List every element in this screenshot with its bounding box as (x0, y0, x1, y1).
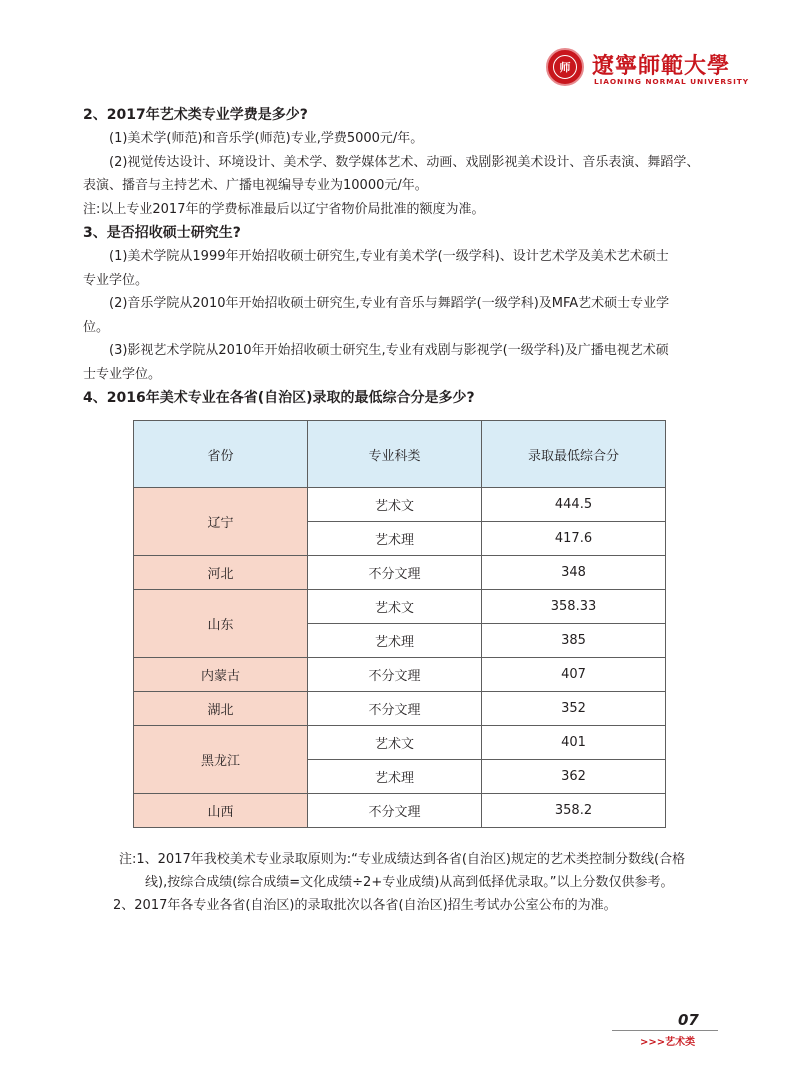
note-1 (83, 848, 723, 894)
page-number: 07 (678, 1011, 699, 1029)
q2-item-2-cont: 表演、播音与主持艺术、广播电视编导专业为10000元/年。 (83, 178, 428, 193)
university-logo (540, 44, 749, 94)
score-cell: 358.33 (482, 590, 666, 624)
note-1-line-2: 线),按综合成绩(综合成绩=文化成绩÷2+专业成绩)从高到低择优录取。”以上分数仅供参考。 (145, 875, 674, 890)
footer-divider (612, 1030, 718, 1031)
question-3-title: 3、是否招收硕士研究生? (83, 225, 241, 241)
section-tag: >>>艺术类 (640, 1037, 696, 1048)
score-cell: 401 (482, 726, 666, 760)
score-cell: 358.2 (482, 794, 666, 828)
table-header-row (134, 421, 666, 488)
q3-item-1-cont: 专业学位。 (83, 272, 149, 288)
score-cell: 444.5 (482, 488, 666, 522)
header-category: 专业科类 (308, 421, 482, 488)
score-cell: 348 (482, 556, 666, 590)
q3-item-2: (2)音乐学院从2010年开始招收硕士研究生,专业有音乐与舞蹈学(一级学科)及MFA艺术硕士专业学 (109, 296, 670, 311)
table-row (134, 794, 666, 828)
table-row (134, 556, 666, 590)
category-cell: 艺术理 (308, 522, 482, 556)
category-cell: 艺术文 (308, 726, 482, 760)
score-cell: 362 (482, 760, 666, 794)
table-row (134, 658, 666, 692)
university-seal (546, 48, 584, 86)
table-row (134, 590, 666, 624)
note-1-line-1: 注:1、2017年我校美术专业录取原则为:“专业成绩达到各省(自治区)规定的艺术类控制分数线(合格 (119, 852, 686, 867)
q2-item-1: (1)美术学(师范)和音乐学(师范)专业,学费5000元/年。 (109, 131, 424, 146)
category-cell: 不分文理 (308, 692, 482, 726)
q2-item-2: (2)视觉传达设计、环境设计、美术学、数学媒体艺术、动画、戏剧影视美术设计、音乐表演、舞蹈学、 (109, 154, 700, 170)
category-cell: 艺术理 (308, 624, 482, 658)
category-cell: 不分文理 (308, 556, 482, 590)
score-cell: 407 (482, 658, 666, 692)
note-2: 2、2017年各专业各省(自治区)的录取批次以各省(自治区)招生考试办公室公布的为准。 (113, 898, 617, 913)
q2-note: 注:以上专业2017年的学费标准最后以辽宁省物价局批准的额度为准。 (83, 201, 485, 217)
q3-item-1: (1)美术学院从1999年开始招收硕士研究生,专业有美术学(一级学科)、设计艺术学及美术艺术硕士 (109, 249, 669, 264)
province-cell: 黑龙江 (134, 726, 308, 794)
province-cell: 湖北 (134, 692, 308, 726)
table-row (134, 692, 666, 726)
score-cell: 417.6 (482, 522, 666, 556)
q3-item-2-cont: 位。 (83, 319, 110, 335)
table-notes (83, 848, 723, 917)
logo-chinese-name: 遼寧師範大學 (592, 53, 731, 79)
seal-emblem: 师 (553, 55, 577, 79)
category-cell: 艺术理 (308, 760, 482, 794)
province-cell: 河北 (134, 556, 308, 590)
question-2-title: 2、2017年艺术类专业学费是多少? (83, 107, 308, 123)
category-cell: 不分文理 (308, 794, 482, 828)
score-cell: 385 (482, 624, 666, 658)
question-4-title: 4、2016年美术专业在各省(自治区)录取的最低综合分是多少? (83, 390, 475, 406)
q3-item-3: (3)影视艺术学院从2010年开始招收硕士研究生,专业有戏剧与影视学(一级学科)及广播电视艺术硕 (109, 343, 669, 358)
header-province: 省份 (134, 421, 308, 488)
main-content (83, 103, 723, 410)
province-cell: 山西 (134, 794, 308, 828)
admission-score-table (133, 420, 666, 828)
table-row (134, 726, 666, 760)
score-cell: 352 (482, 692, 666, 726)
category-cell: 不分文理 (308, 658, 482, 692)
province-cell: 辽宁 (134, 488, 308, 556)
province-cell: 山东 (134, 590, 308, 658)
table-row (134, 488, 666, 522)
province-cell: 内蒙古 (134, 658, 308, 692)
category-cell: 艺术文 (308, 590, 482, 624)
category-cell: 艺术文 (308, 488, 482, 522)
logo-english-name: LIAONING NORMAL UNIVERSITY (594, 77, 749, 86)
q3-item-3-cont: 士专业学位。 (83, 366, 162, 382)
header-min-score: 录取最低综合分 (482, 421, 666, 488)
